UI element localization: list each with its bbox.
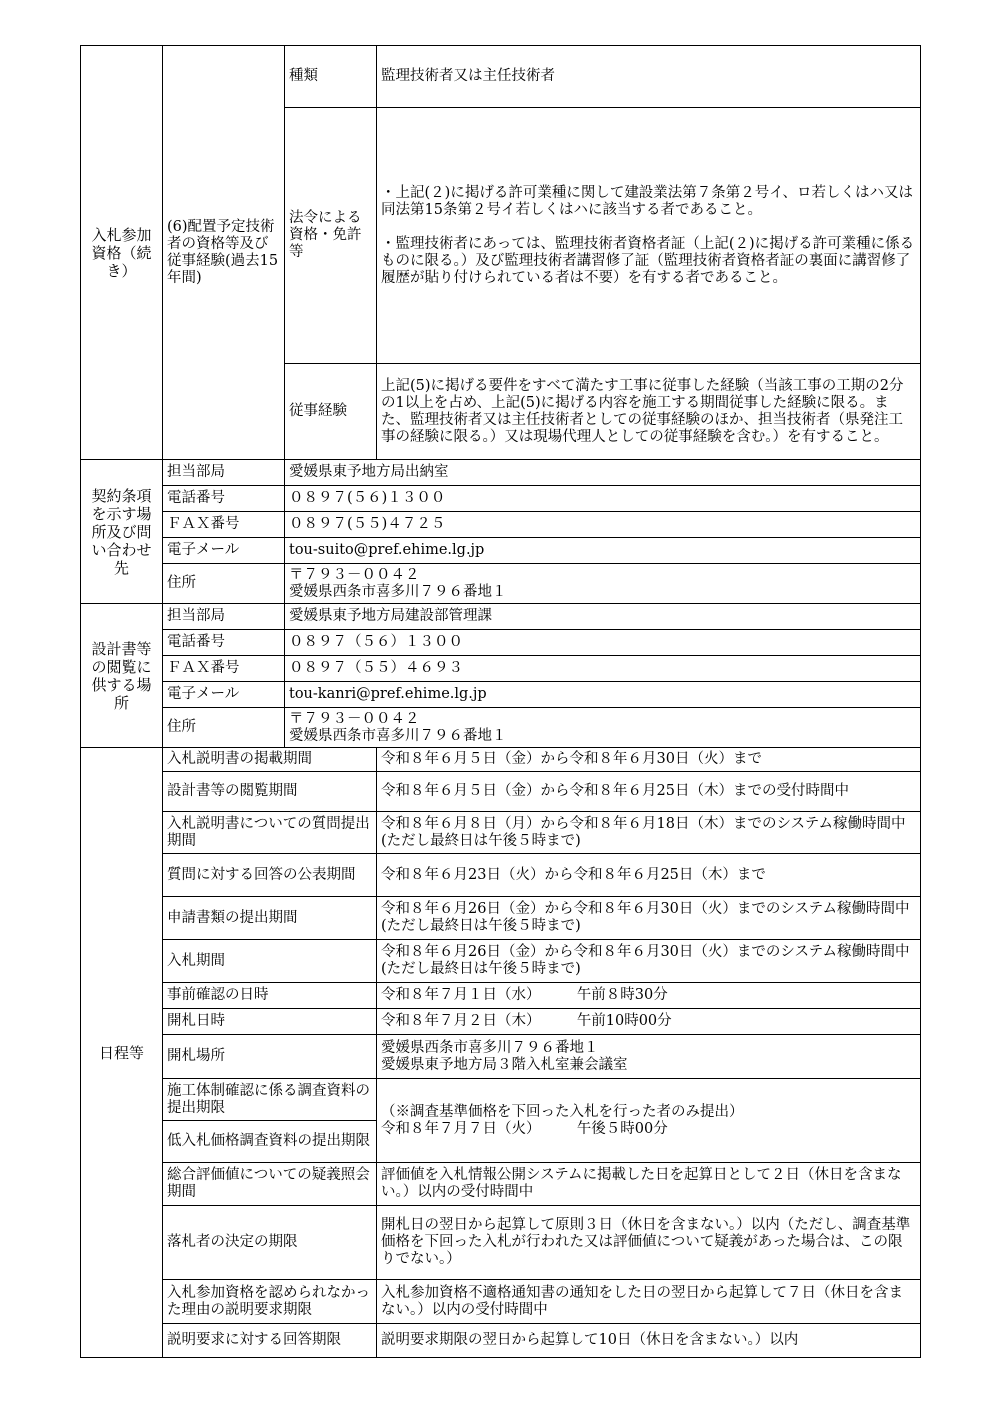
row-label: 住所	[163, 708, 285, 748]
row-label: 質問に対する回答の公表期間	[163, 854, 377, 897]
row-label: 従事経験	[285, 364, 377, 460]
venue-room: 愛媛県東予地方局３階入札室兼会議室	[381, 1056, 628, 1073]
table-row	[81, 772, 921, 812]
submission-deadline: 令和８年７月７日（火） 午後５時00分	[381, 1120, 668, 1137]
table-row	[81, 1079, 921, 1121]
venue-address: 愛媛県西条市喜多川７９６番地１	[381, 1039, 599, 1056]
table-row	[81, 1206, 921, 1280]
table-row	[81, 1035, 921, 1079]
row-value: 説明要求期限の翌日から起算して10日（休日を含まない。）以内	[377, 1324, 921, 1358]
row-value	[377, 1079, 921, 1163]
row-label: 入札説明書についての質問提出期間	[163, 812, 377, 854]
table-row	[81, 656, 921, 682]
submission-note: （※調査基準価格を下回った入札を行った者のみ提出）	[381, 1103, 744, 1120]
row-label: 入札期間	[163, 940, 377, 983]
row-label: 開札日時	[163, 1009, 377, 1035]
row-label: 施工体制確認に係る調査資料の提出期限	[163, 1079, 377, 1121]
table-row	[81, 46, 921, 108]
address	[285, 708, 921, 748]
table-row	[81, 1280, 921, 1324]
row-label: 開札場所	[163, 1035, 377, 1079]
table-row	[81, 486, 921, 512]
row-label: 種類	[285, 46, 377, 108]
postal-code: 〒７９３－００４２	[289, 710, 420, 727]
row-value: 開札日の翌日から起算して原則３日（休日を含まない。）以内（ただし、調査基準価格を下回った入札が行われた又は評価値について疑義があった場合は、この限りでない。）	[377, 1206, 921, 1280]
row-value: 令和８年７月２日（木） 午前10時00分	[377, 1009, 921, 1035]
fax-number: ０８９７（５５）４６９３	[285, 656, 921, 682]
table-row	[81, 682, 921, 708]
address	[285, 564, 921, 604]
postal-code: 〒７９３－００４２	[289, 566, 420, 583]
row-label: 電子メール	[163, 682, 285, 708]
row-value-license	[377, 108, 921, 364]
section-heading-schedule: 日程等	[81, 748, 163, 1358]
row-value: 令和８年６月26日（金）から令和８年６月30日（火）までのシステム稼働時間中(ただし最終日は午後５時まで)	[377, 897, 921, 940]
row-value: 愛媛県東予地方局建設部管理課	[285, 604, 921, 630]
section-heading-design-place: 設計書等の閲覧に供する場所	[81, 604, 163, 748]
row-label: 落札者の決定の期限	[163, 1206, 377, 1280]
table-row	[81, 630, 921, 656]
row-label: 説明要求に対する回答期限	[163, 1324, 377, 1358]
subsection-heading-technician: (6)配置予定技術者の資格等及び従事経験(過去15年間)	[163, 46, 285, 460]
row-value: 令和８年７月１日（水） 午前８時30分	[377, 983, 921, 1009]
street-address: 愛媛県西条市喜多川７９６番地１	[289, 727, 507, 744]
table-row	[81, 564, 921, 604]
row-label: 電話番号	[163, 630, 285, 656]
email-address: tou-kanri@pref.ehime.lg.jp	[285, 682, 921, 708]
phone-number: ０８９７(５６)１３００	[285, 486, 921, 512]
phone-number: ０８９７（５６）１３００	[285, 630, 921, 656]
row-label: 担当部局	[163, 604, 285, 630]
row-value	[377, 1035, 921, 1079]
row-label: ＦＡＸ番号	[163, 656, 285, 682]
license-requirement-2: ・監理技術者にあっては、監理技術者資格者証（上記(２)に掲げる許可業種に係るものに限る。）及び監理技術者講習修了証（監理技術者資格者証の裏面に講習修了履歴が貼り付けられている者は不要）を有する者であること。	[381, 235, 915, 286]
row-label: 入札参加資格を認められなかった理由の説明要求期限	[163, 1280, 377, 1324]
table-row	[81, 512, 921, 538]
table-row	[81, 708, 921, 748]
table-row	[81, 854, 921, 897]
row-label: 法令による資格・免許等	[285, 108, 377, 364]
email-address: tou-suito@pref.ehime.lg.jp	[285, 538, 921, 564]
section-heading-contract-place: 契約条項を示す場所及び問い合わせ先	[81, 460, 163, 604]
section-heading-qualification: 入札参加資格（続き）	[81, 46, 163, 460]
row-value: 令和８年６月５日（金）から令和８年６月30日（火）まで	[377, 748, 921, 772]
row-value: 令和８年６月26日（金）から令和８年６月30日（火）までのシステム稼働時間中(ただし最終日は午後５時まで)	[377, 940, 921, 983]
row-label: 電話番号	[163, 486, 285, 512]
row-value: 入札参加資格不適格通知書の通知をした日の翌日から起算して７日（休日を含まない。）以内の受付時間中	[377, 1280, 921, 1324]
fax-number: ０８９７(５５)４７２５	[285, 512, 921, 538]
table-row	[81, 940, 921, 983]
row-value: 上記(5)に掲げる要件をすべて満たす工事に従事した経験（当該工事の工期の2分の1以上を占め、上記(5)に掲げる内容を施工する期間従事した経験に限る。また、監理技術者又は主任技術者としての従事経験のほか、担当技術者（県発注工事の経験に限る。）又は現場代理人としての従事経験を含む。）を有すること。	[377, 364, 921, 460]
table-row	[81, 460, 921, 486]
row-label: 担当部局	[163, 460, 285, 486]
table-row	[81, 812, 921, 854]
row-label: 設計書等の閲覧期間	[163, 772, 377, 812]
table-row	[81, 1009, 921, 1035]
row-label: 入札説明書の掲載期間	[163, 748, 377, 772]
row-value: 令和８年６月23日（火）から令和８年６月25日（木）まで	[377, 854, 921, 897]
document-page	[80, 45, 920, 1358]
row-value: 監理技術者又は主任技術者	[377, 46, 921, 108]
table-row	[81, 983, 921, 1009]
row-label: 総合評価値についての疑義照会期間	[163, 1163, 377, 1206]
row-value: 愛媛県東予地方局出納室	[285, 460, 921, 486]
table-row	[81, 538, 921, 564]
row-label: 低入札価格調査資料の提出期限	[163, 1121, 377, 1163]
row-label: 事前確認の日時	[163, 983, 377, 1009]
row-label: ＦＡＸ番号	[163, 512, 285, 538]
street-address: 愛媛県西条市喜多川７９６番地１	[289, 583, 507, 600]
table-row	[81, 1163, 921, 1206]
bid-notice-table	[80, 45, 921, 1358]
row-value: 評価値を入札情報公開システムに掲載した日を起算日として２日（休日を含まない。）以内の受付時間中	[377, 1163, 921, 1206]
table-row	[81, 604, 921, 630]
row-value: 令和８年６月８日（月）から令和８年６月18日（木）までのシステム稼働時間中(ただし最終日は午後５時まで)	[377, 812, 921, 854]
table-row	[81, 1324, 921, 1358]
license-requirement-1: ・上記(２)に掲げる許可業種に関して建設業法第７条第２号イ、ロ若しくはハ又は同法第15条第２号イ若しくはハに該当する者であること。	[381, 184, 914, 218]
row-label: 電子メール	[163, 538, 285, 564]
row-value: 令和８年６月５日（金）から令和８年６月25日（木）までの受付時間中	[377, 772, 921, 812]
table-row	[81, 748, 921, 772]
row-label: 住所	[163, 564, 285, 604]
table-row	[81, 897, 921, 940]
row-label: 申請書類の提出期間	[163, 897, 377, 940]
